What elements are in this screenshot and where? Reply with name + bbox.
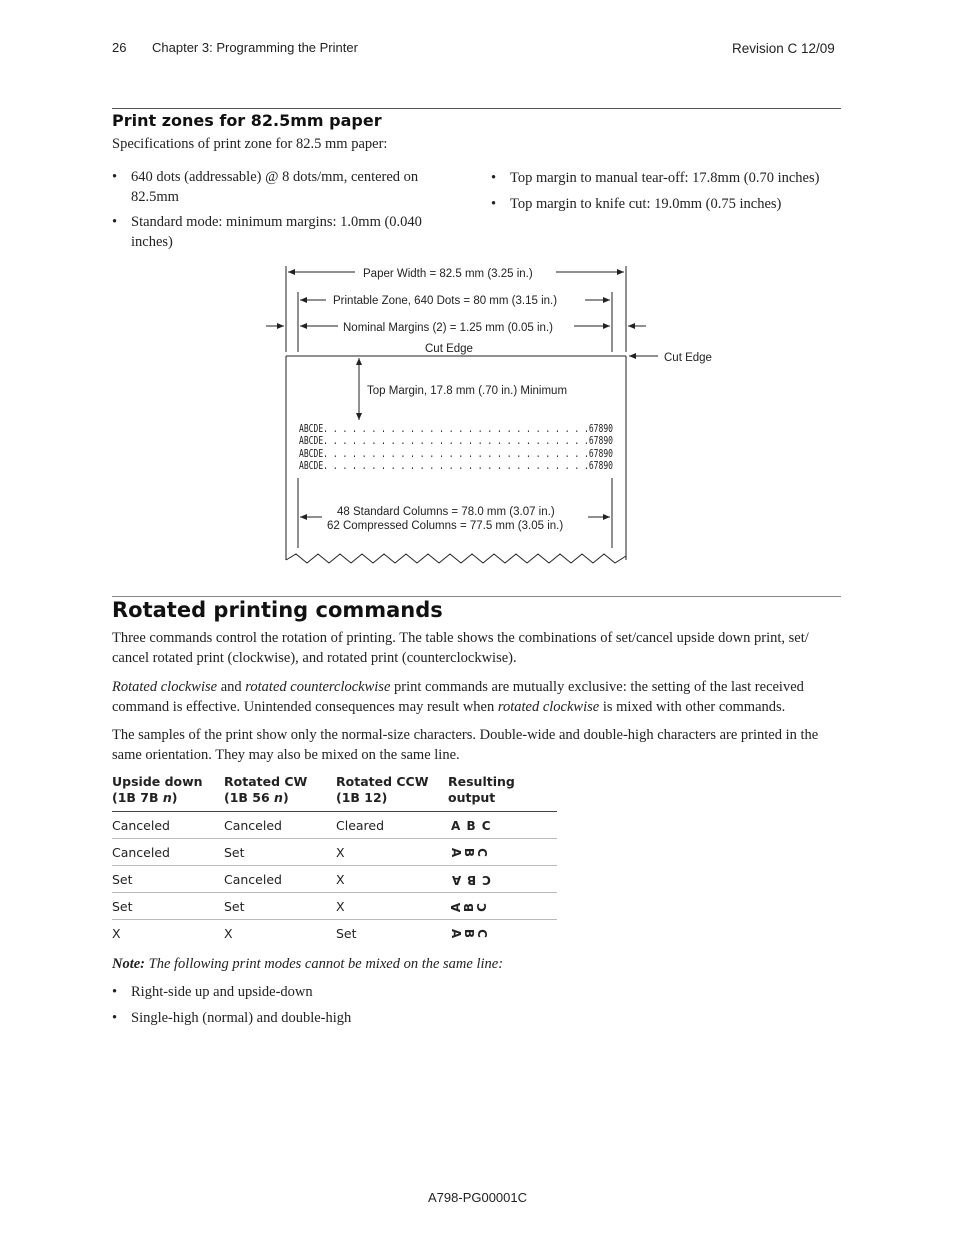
printable-zone-label: Printable Zone, 640 Dots = 80 mm (3.15 in.)	[333, 295, 558, 307]
document-id: A798-PG00001C	[428, 1190, 528, 1205]
table-row: Canceled Set X ABC	[112, 839, 557, 866]
output-sample: ABC	[449, 847, 490, 858]
output-sample: ABC	[449, 901, 490, 912]
output-sample: A B C	[451, 872, 492, 887]
bullet-item: • Top margin to manual tear-off: 17.8mm (0.70 inches)	[491, 170, 820, 186]
bullet-item: • 640 dots (addressable) @ 8 dots/mm, centered on 82.5mm	[112, 169, 419, 205]
bullet-item: • Right-side up and upside-down	[112, 984, 313, 1000]
revision-label: Revision C 12/09	[732, 41, 835, 56]
print-zone-diagram	[0, 0, 954, 600]
standard-columns-label: 48 Standard Columns = 78.0 mm (3.07 in.)	[337, 506, 555, 518]
section-divider	[112, 596, 841, 597]
column-header: Rotated CW (1B 56 n)	[224, 771, 336, 812]
compressed-columns-label: 62 Compressed Columns = 77.5 mm (3.05 in.)	[327, 520, 564, 532]
output-sample: A B C	[451, 818, 492, 833]
bullet-item: • Top margin to knife cut: 19.0mm (0.75 inches)	[491, 196, 782, 212]
cut-edge-side-label: Cut Edge	[664, 352, 712, 364]
column-header: Upside down (1B 7B n)	[112, 771, 224, 812]
sample-print-line: ABCDE. . . . . . . . . . . . . . . . . . . . . . . . . . . .67890	[299, 434, 613, 447]
page-number: 26	[112, 40, 127, 55]
bullet-item: • Standard mode: minimum margins: 1.0mm (0.040 inches)	[112, 214, 422, 250]
column-header: Resulting output	[448, 771, 557, 812]
table-row: Set Canceled X A B C	[112, 866, 557, 893]
output-sample: ABC	[449, 928, 490, 939]
table-row: X X Set ABC	[112, 925, 490, 941]
paragraph: The samples of the print show only the normal-size characters. Double-wide and double-high characters are printed in the same orientation. They may also be mixed on the same line.	[112, 727, 819, 763]
sample-print-line: ABCDE. . . . . . . . . . . . . . . . . . . . . . . . . . . .67890	[299, 422, 613, 435]
table-row: Set Set X ABC	[112, 893, 557, 920]
note-label: Note:	[112, 956, 146, 972]
section-intro: Specifications of print zone for 82.5 mm paper:	[112, 136, 388, 152]
cut-edge-label: Cut Edge	[425, 343, 473, 355]
bullet-item: • Single-high (normal) and double-high	[112, 1010, 352, 1026]
paragraph: Rotated clockwise and rotated counterclockwise print commands are mutually exclusive: the setting of the last received command is effective. Unintended consequences may result when rotated clockwise is mixed with other commands.	[112, 679, 804, 715]
table-header-row	[112, 771, 557, 812]
section-title: Rotated printing commands	[112, 598, 443, 622]
sample-print-line: ABCDE. . . . . . . . . . . . . . . . . . . . . . . . . . . .67890	[299, 447, 613, 460]
column-header: Rotated CCW (1B 12)	[336, 771, 448, 812]
paper-width-label: Paper Width = 82.5 mm (3.25 in.)	[363, 268, 533, 280]
nominal-margins-label: Nominal Margins (2) = 1.25 mm (0.05 in.)	[343, 322, 553, 334]
paragraph: Three commands control the rotation of printing. The table shows the combinations of set/cancel upside down print, set/ cancel rotated print (clockwise), and rotated print (counterclockwise).	[112, 630, 809, 666]
note: Note: The following print modes cannot be mixed on the same line:	[112, 956, 504, 972]
section-heading: Print zones for 82.5mm paper	[112, 111, 382, 130]
top-margin-label: Top Margin, 17.8 mm (.70 in.) Minimum	[367, 385, 568, 397]
chapter-title: Chapter 3: Programming the Printer	[152, 40, 358, 55]
table-row: Canceled Canceled Cleared A B C	[112, 812, 557, 839]
tear-edge	[286, 554, 626, 563]
rotation-table	[112, 771, 557, 946]
sample-print-line: ABCDE. . . . . . . . . . . . . . . . . . . . . . . . . . . .67890	[299, 459, 613, 472]
